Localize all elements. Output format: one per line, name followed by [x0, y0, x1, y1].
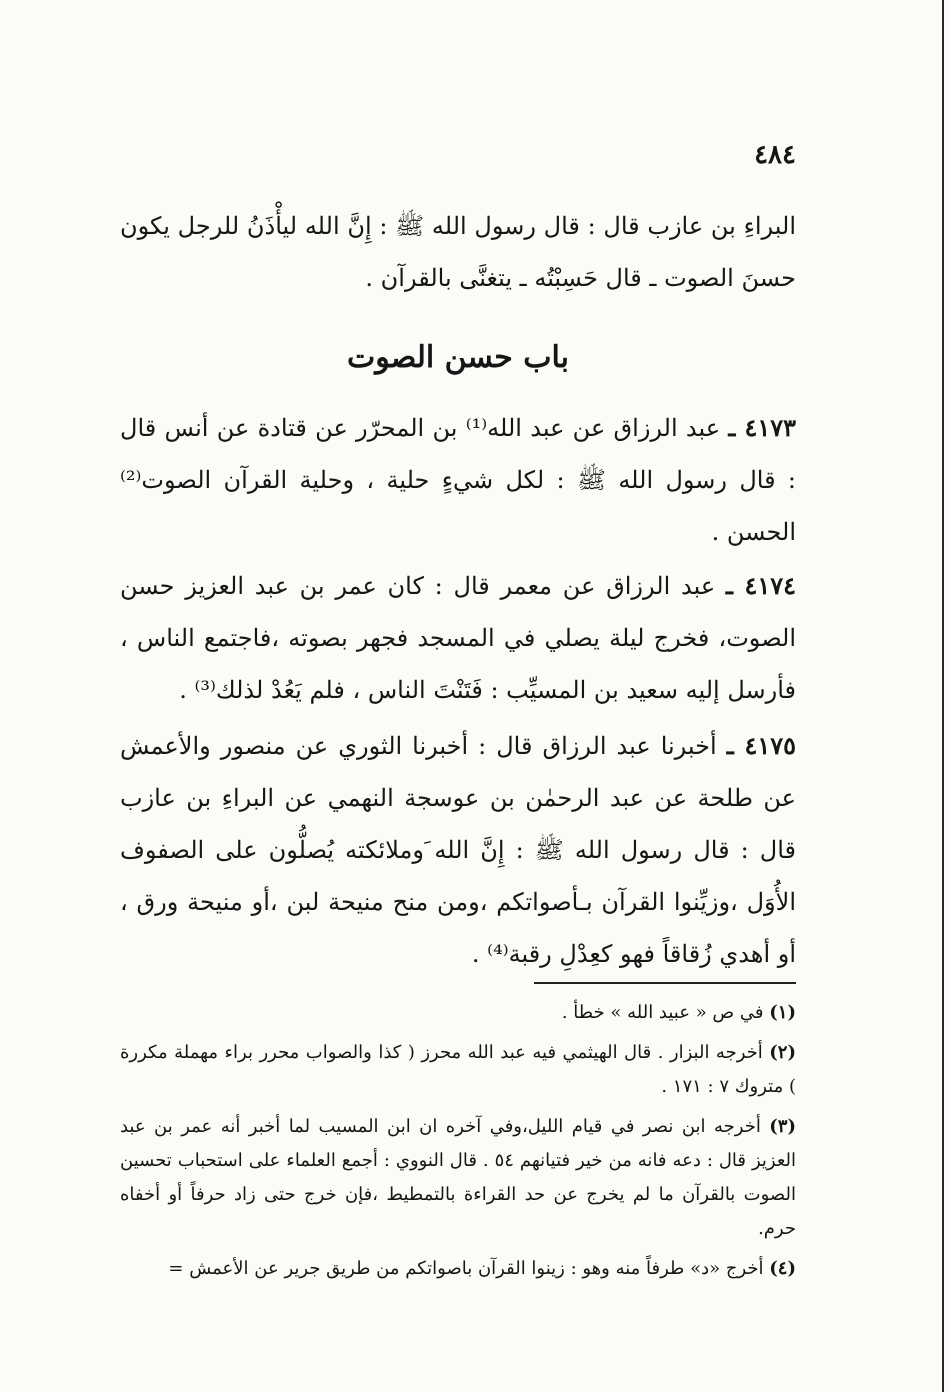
hadith-text: عبد الرزاق عن معمر قال : كان عمر بن عبد العزيز حسن الصوت، فخرج ليلة يصلي في المسجد فجهر بصوته ،فاجتمع الناس ، فأرسل إليه سعيد بن المسيِّب : فَتَنْتَ الناس ، فلم يَعُدْ لذلك⁽³⁾ . [120, 572, 796, 704]
footnote-3 [120, 1110, 796, 1246]
hadith-4175 [120, 720, 796, 980]
footnotes [120, 996, 796, 1292]
page-number: ٤٨٤ [754, 140, 796, 170]
hadith-text: أخبرنا عبد الرزاق قال : أخبرنا الثوري عن منصور والأعمش عن طلحة عن عبد الرحمٰن بن عوسجة النهمي عن البراءِ بن عازب قال : قال رسول الله ﷺ : إِنَّ الله َوملائكته يُصلُّون على الصفوف الأُوَل ،وزيِّنوا القرآن بـأصواتكم ،ومن منح منيحة لبن ،أو منيحة ورق ، أو أهدي زُقاقاً فهو كعِدْلِ رقبة⁽⁴⁾ . [120, 732, 796, 968]
footnote-number: (٣) [769, 1116, 796, 1137]
footnote-4 [120, 1252, 796, 1286]
hadith-text: عبد الرزاق عن عبد الله⁽¹⁾ بن المحرّر عن قتادة عن أنس قال : قال رسول الله ﷺ : لكل شيءٍ حلية ، وحلية القرآن الصوت⁽²⁾ الحسن . [120, 414, 796, 546]
hadith-number: ٤١٧٣ ـ [728, 413, 797, 442]
footnote-number: (١) [769, 1002, 796, 1023]
footnote-separator [534, 982, 796, 984]
footnote-number: (٤) [769, 1258, 796, 1279]
footnote-text: أخرجه ابن نصر في قيام الليل،وفي آخره ان ابن المسيب لما أخبر أنه عمر بن عبد العزيز قال : دعه فانه من خير فتيانهم ٥٤ . قال النووي : أجمع العلماء على استحباب تحسين الصوت بالقرآن ما لم يخرج عن حد القراءة بالتمطيط ،فإن خرج حتى زاد حرفاً أو أخفاه حرم. [120, 1116, 796, 1239]
footnote-number: (٢) [769, 1042, 796, 1063]
footnote-text: في ص « عبيد الله » خطأ . [561, 1002, 764, 1023]
footnote-text: أخرجه البزار . قال الهيثمي فيه عبد الله محرز ( كذا والصواب محرر براء مهملة مكررة ) متروك ٧ : ١٧١ . [120, 1042, 796, 1097]
page-edge-line [942, 0, 944, 1392]
hadith-4174 [120, 560, 796, 716]
hadith-number: ٤١٧٤ ـ [725, 571, 796, 600]
intro-paragraph: البراءِ بن عازب قال : قال رسول الله ﷺ : إِنَّ الله ليأْذَنُ للرجل يكون حسنَ الصوت ـ قال حَسِبْتُه ـ يتغنَّى بالقرآن . [120, 212, 796, 292]
chapter-title: باب حسن الصوت [347, 340, 569, 375]
hadith-number: ٤١٧٥ ـ [726, 731, 796, 760]
hadith-4173 [120, 402, 796, 558]
footnote-1 [120, 996, 796, 1030]
footnote-2 [120, 1036, 796, 1104]
footnote-text: أخرج «د» طرفاً منه وهو : زينوا القرآن باصواتكم من طريق جرير عن الأعمش = [168, 1258, 764, 1279]
